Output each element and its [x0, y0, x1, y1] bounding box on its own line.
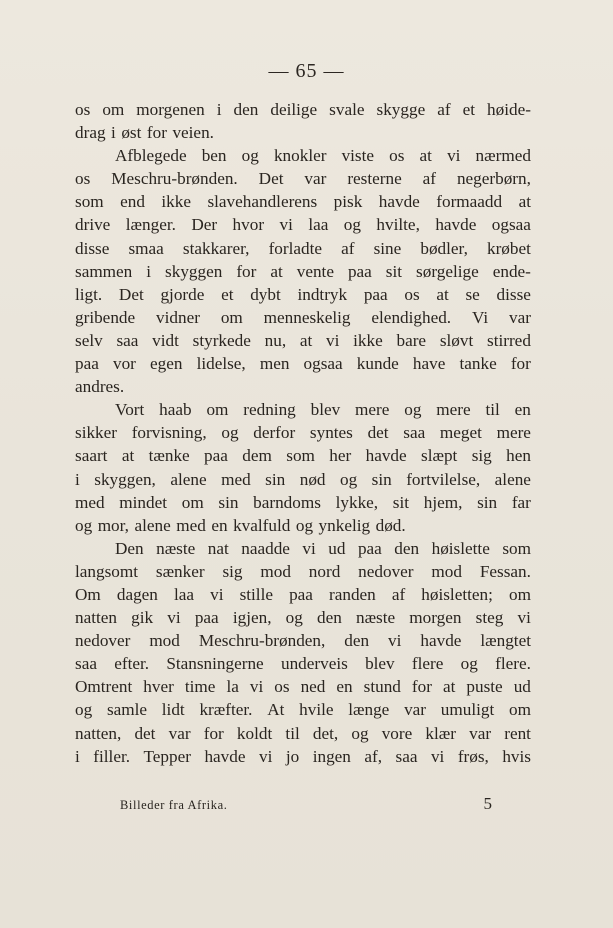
text-line: Omtrent hver time la vi os ned en stund for at puste ud: [75, 677, 531, 697]
text-line: Afblegede ben og knokler viste os at vi nærmed: [115, 146, 531, 166]
text-line: med mindet om sin barndoms lykke, sit hjem, sin far: [75, 492, 531, 512]
text-line: andres.: [75, 377, 125, 397]
text-line: og samle lidt kræfter. At hvile længe var umuligt om: [75, 700, 531, 720]
text-line: sikker forvisning, og derfor syntes det saa meget mere: [75, 423, 531, 443]
paragraph: [75, 398, 531, 537]
text-line: selv saa vidt styrkede nu, at vi ikke bare sløvt stirred: [75, 330, 531, 350]
text-line: og mor, alene med en kvalfuld og ynkelig død.: [75, 515, 406, 535]
paragraph: [75, 98, 531, 144]
page-number: — 65 —: [268, 60, 345, 82]
text-line: Den næste nat naadde vi ud paa den høislette som: [115, 538, 531, 558]
text-line: natten, det var for koldt til det, og vore klær var rent: [75, 723, 531, 743]
text-line: gribende vidner om menneskelig elendighed. Vi var: [75, 307, 531, 327]
text-line: ligt. Det gjorde et dybt indtryk paa os at se disse: [75, 284, 531, 304]
signature-mark: 5: [483, 794, 492, 813]
paragraph: [75, 144, 531, 398]
text-line: saa efter. Stansningerne underveis blev flere og flere.: [75, 654, 531, 674]
text-line: paa vor egen lidelse, men ogsaa kunde have tanke for: [75, 354, 531, 374]
text-line: os Meschru-brønden. Det var resterne af negerbørn,: [75, 169, 531, 189]
text-line: som end ikke slavehandlerens pisk havde formaadd at: [75, 192, 531, 212]
paragraph: [75, 537, 531, 768]
text-line: sammen i skyggen for at vente paa sit sørgelige ende-: [75, 261, 531, 281]
running-footer-title: Billeder fra Afrika.: [120, 798, 228, 812]
text-line: saart at tænke paa dem som her havde slæpt sig hen: [75, 446, 531, 466]
text-line: os om morgenen i den deilige svale skygge af et høide-: [75, 100, 531, 119]
text-line: i filler. Tepper havde vi jo ingen af, saa vi frøs, hvis: [75, 746, 531, 766]
text-line: nedover mod Meschru-brønden, den vi havde længtet: [75, 631, 531, 651]
text-line: drive længer. Der hvor vi laa og hvilte, havde ogsaa: [75, 215, 531, 235]
page-footer: [120, 794, 492, 814]
text-line: i skyggen, alene med sin nød og sin fortvilelse, alene: [75, 469, 531, 489]
text-line: langsomt sænker sig mod nord nedover mod Fessan.: [75, 561, 531, 581]
text-line: natten gik vi paa igjen, og den næste morgen steg vi: [75, 608, 531, 628]
text-line: Vort haab om redning blev mere og mere til en: [115, 400, 531, 420]
body-text: [75, 98, 531, 768]
text-line: disse smaa stakkarer, forladte af sine bødler, krøbet: [75, 238, 531, 258]
text-line: Om dagen laa vi stille paa randen af høisletten; om: [75, 584, 531, 604]
text-line: drag i øst for veien.: [75, 123, 214, 143]
